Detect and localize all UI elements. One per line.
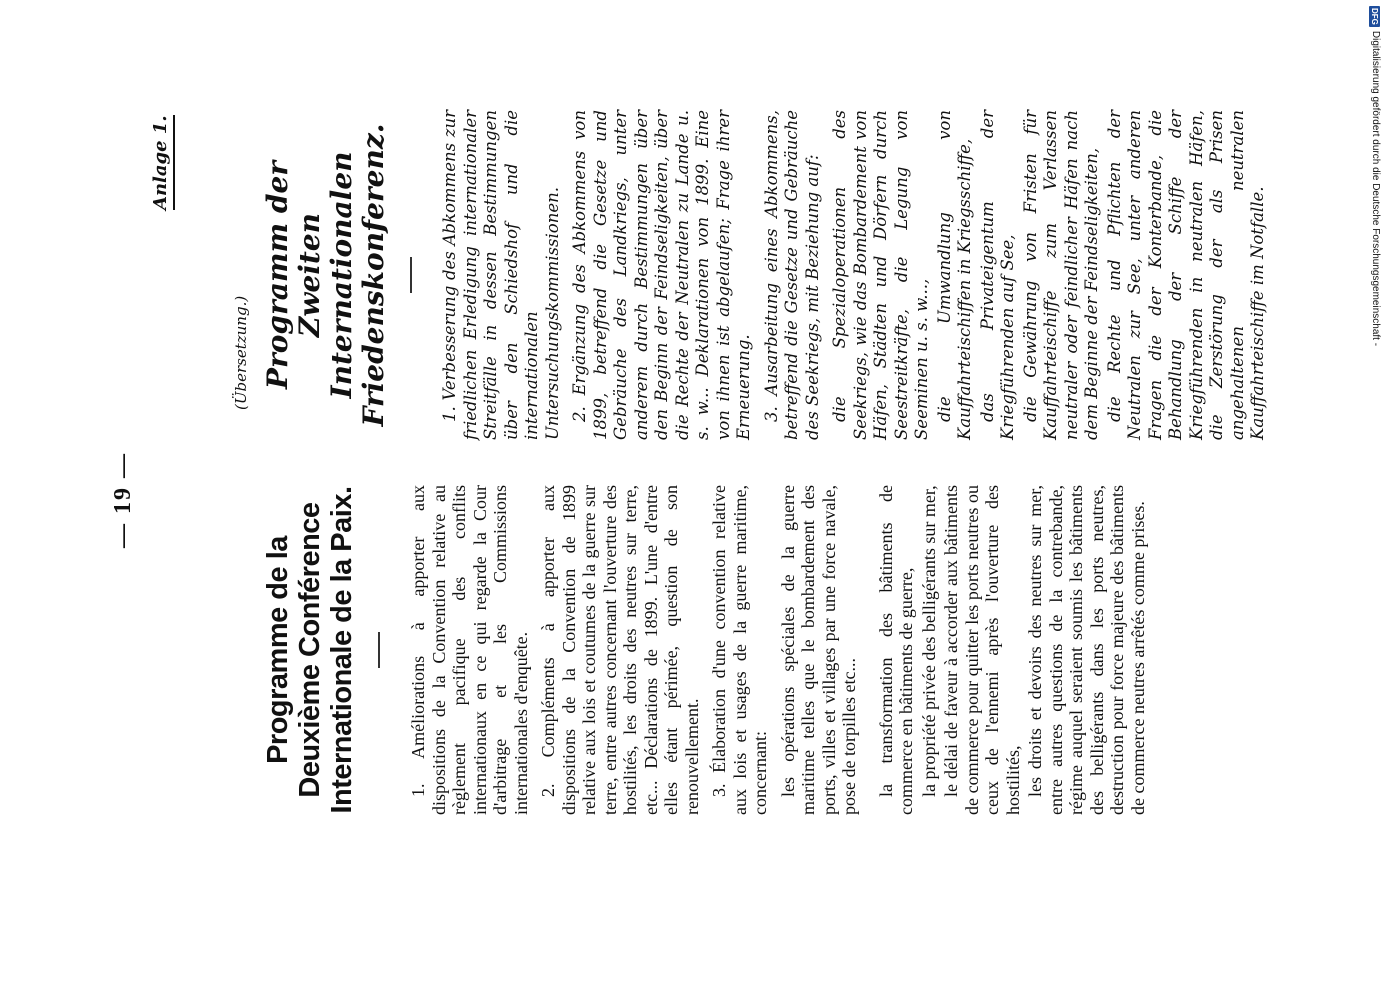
german-paragraph: das Privateigentum der Kriegführenden auf See,: [977, 110, 1017, 440]
german-paragraph: 1. Verbesserung des Abkommens zur friedlichen Erledigung internationaler Streitfälle in dessen Bestimmungen über den Schiedshof und die internationalen Untersuchungskommissionen.: [440, 110, 562, 440]
french-column: [262, 485, 1150, 815]
french-paragraph: 2. Compléments à apporter aux dispositions de la Convention de 1899 relative aux lois et coutumes de la guerre sur terre, entre autres concernant l'ouverture des hostilités, les droits des neutres sur terre, etc... Déclarations de 1899. L'une d'entre elles étant périmée, question de son renouvellement.: [538, 485, 702, 815]
german-column: [262, 110, 1271, 440]
french-paragraph: la propriété privée des belligérants sur mer,: [918, 485, 939, 797]
digitization-sidebar: [1369, 6, 1381, 396]
french-paragraph: le délai de faveur à accorder aux bâtiments de commerce pour quitter les ports neutres ou ceux de l'ennemi après l'ouverture des hostilités,: [941, 485, 1023, 815]
digitization-note: Digitalisierung gefördert durch die Deutsche Forschungsgemeinschaft -: [1370, 30, 1381, 347]
dfg-logo: DFG: [1370, 8, 1380, 25]
german-paragraph: die Spezialoperationen des Seekriegs, wie das Bombardement von Häfen, Städten und Dörfern durch Seestreitkräfte, die Legung von Seeminen u. s. w...,: [830, 110, 931, 440]
german-paragraph: 3. Ausarbeitung eines Abkommens, betreffend die Gesetze und Gebräuche des Seekriegs, mit Beziehung auf:: [761, 110, 822, 440]
german-paragraph: die Umwandlung von Kauffahrteischiffen in Kriegsschiffe,: [934, 110, 974, 440]
german-paragraph: die Rechte und Pflichten der Neutralen zur See, unter anderen Fragen die der Konterbande, die Behandlung der Schiffe der Kriegführenden in neutralen Häfen, die Zerstörung der als Prisen angehaltenen neutralen Kauffahrteischiffe im Notfalle.: [1104, 110, 1267, 440]
translation-note: (Übersetzung.): [232, 295, 250, 410]
german-paragraph: 2. Ergänzung des Abkommens von 1899, betreffend die Gesetze und Gebräuche des Landkriegs, unter anderem durch Bestimmungen über den Beginn der Feindseligkeiten, über die Rechte der Neutralen zu Lande u. s. w... Deklarationen von 1899. Eine von ihnen ist abgelaufen; Frage ihrer Erneuerung.: [570, 110, 753, 440]
title-divider: [378, 632, 380, 668]
title-divider: [410, 257, 412, 293]
french-paragraph: les droits et devoirs des neutres sur mer, entre autres questions de la contrebande, régime auquel seraient soumis les bâtiments des belligérants dans les ports neutres, destruction pour force majeure des bâtiments de commerce neutres arrêtés comme prises.: [1025, 485, 1148, 815]
page-number: — 19 —: [110, 452, 136, 548]
french-title: Programme de la Deuxième Conférence Internationale de la Paix.: [262, 486, 358, 814]
french-paragraph: 3. Élaboration d'une convention relative aux lois et usages de la guerre maritime, concernant:: [709, 485, 770, 815]
french-paragraph: la transformation des bâtiments de commerce en bâtiments de guerre,: [875, 485, 916, 815]
appendix-label: Anlage 1.: [150, 115, 175, 210]
french-paragraph: les opérations spéciales de la guerre maritime telles que le bombardement des ports, villes et villages par une force navale, pose de torpilles etc...: [777, 485, 859, 815]
german-paragraph: die Gewährung von Fristen für Kauffahrteischiffe zum Verlassen neutraler oder feindlicher Häfen nach dem Beginne der Feindseligkeiten,: [1020, 110, 1101, 440]
german-title: Programm der Zweiten Internationalen Friedenskonferenz.: [261, 123, 390, 427]
french-paragraph: 1. Améliorations à apporter aux dispositions de la Convention relative au règlement pacifique des conflits internationaux en ce qui regarde la Cour d'arbitrage et les Commissions internationales d'enquête.: [408, 485, 531, 815]
